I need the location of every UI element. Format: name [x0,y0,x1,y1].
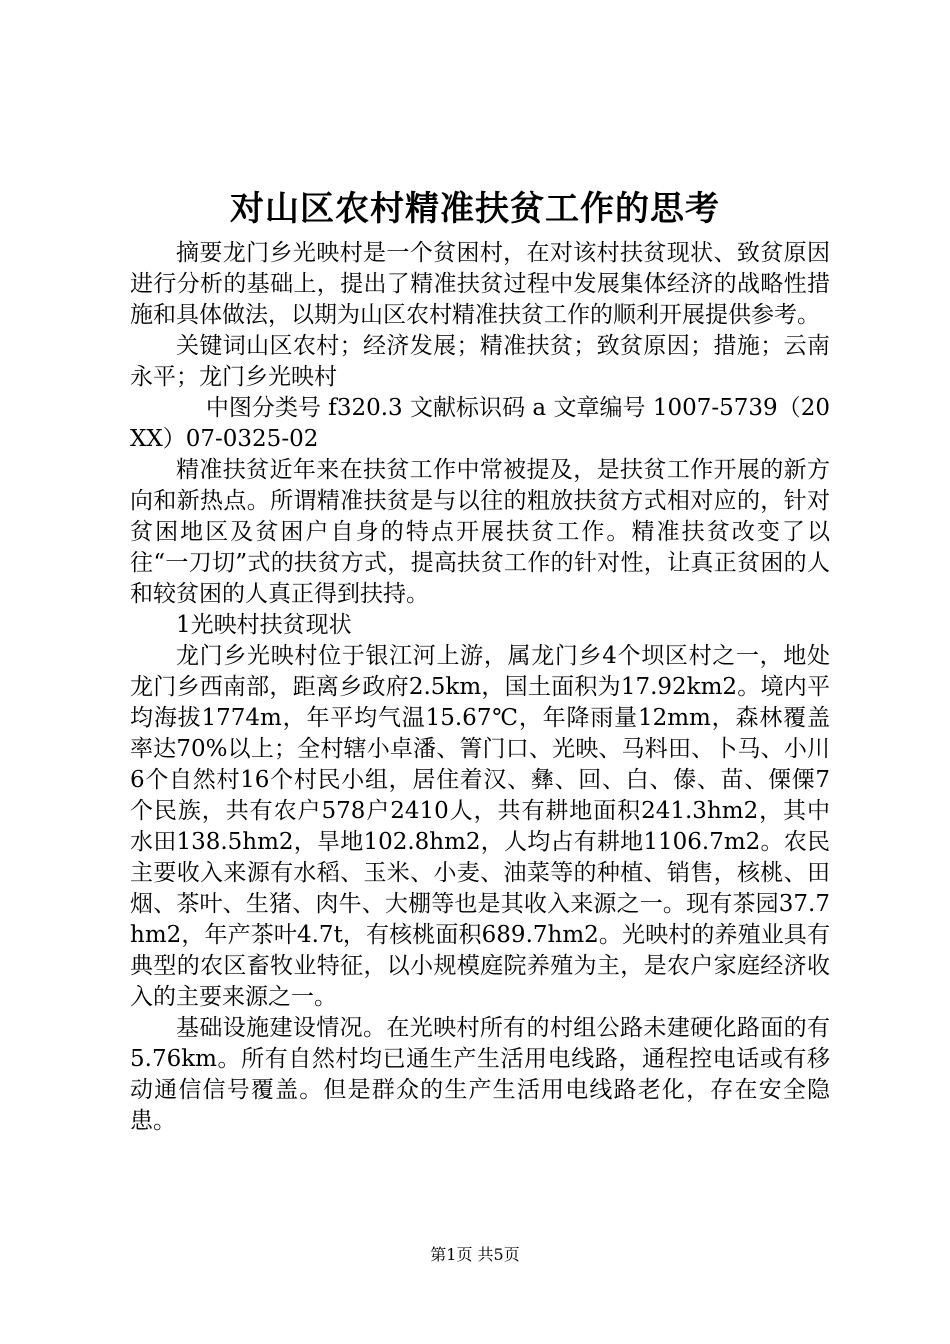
document-title: 对山区农村精准扶贫工作的思考 [230,189,720,229]
intro-paragraph: 精准扶贫近年来在扶贫工作中常被提及，是扶贫工作开展的新方向和新热点。所谓精准扶贫是与以往的粗放扶贫方式相对应的，针对贫困地区及贫困户自身的特点开展扶贫工作。精准扶贫改变了以往“一刀切”式的扶贫方式，提高扶贫工作的针对性，让真正贫困的人和较贫困的人真正得到扶持。 [130,457,830,607]
classification-paragraph: 中图分类号 f320.3 文献标识码 a 文章编号 1007-5739（20XX）07-0325-02 [130,395,830,452]
keywords-paragraph: 关键词山区农村；经济发展；精准扶贫；致贫原因；措施；云南永平；龙门乡光映村 [130,333,830,390]
page-footer: 第1页 共5页 [430,1245,520,1264]
section-heading: 1光映村扶贫现状 [176,612,352,638]
village-overview-paragraph: 龙门乡光映村位于银江河上游，属龙门乡4个坝区村之一，地处龙门乡西南部，距离乡政府2.5km，国土面积为17.92km2。境内平均海拔1774m，年平均气温15.67℃，年降雨量12mm，森林覆盖率达70%以上；全村辖小卓潘、箐门口、光映、马料田、卜马、小川6个自然村16个村民小组，居住着汉、彝、回、白、傣、苗、傈傈7个民族，共有农户578户2410人，共有耕地面积241.3hm2，其中水田138.5hm2，旱地102.8hm2，人均占有耕地1106.7m2。农民主要收入来源有水稻、玉米、小麦、油菜等的种植、销售，核桃、田烟、茶叶、生猪、肉牛、大棚等也是其收入来源之一。现有茶园37.7hm2，年产茶叶4.7t，有核桃面积689.7hm2。光映村的养殖业具有典型的农区畜牧业特征，以小规模庭院养殖为主，是农户家庭经济收入的主要来源之一。 [130,643,830,1010]
infrastructure-paragraph: 基础设施建设情况。在光映村所有的村组公路未建硬化路面的有5.76km。所有自然村均已通生产生活用电线路，通程控电话或有移动通信信号覆盖。但是群众的生产生活用电线路老化，存在安全隐患。 [130,1015,830,1134]
abstract-paragraph: 摘要龙门乡光映村是一个贫困村，在对该村扶贫现状、致贫原因进行分析的基础上，提出了精准扶贫过程中发展集体经济的战略性措施和具体做法，以期为山区农村精准扶贫工作的顺利开展提供参考。 [130,240,830,328]
document-body [130,238,830,1137]
